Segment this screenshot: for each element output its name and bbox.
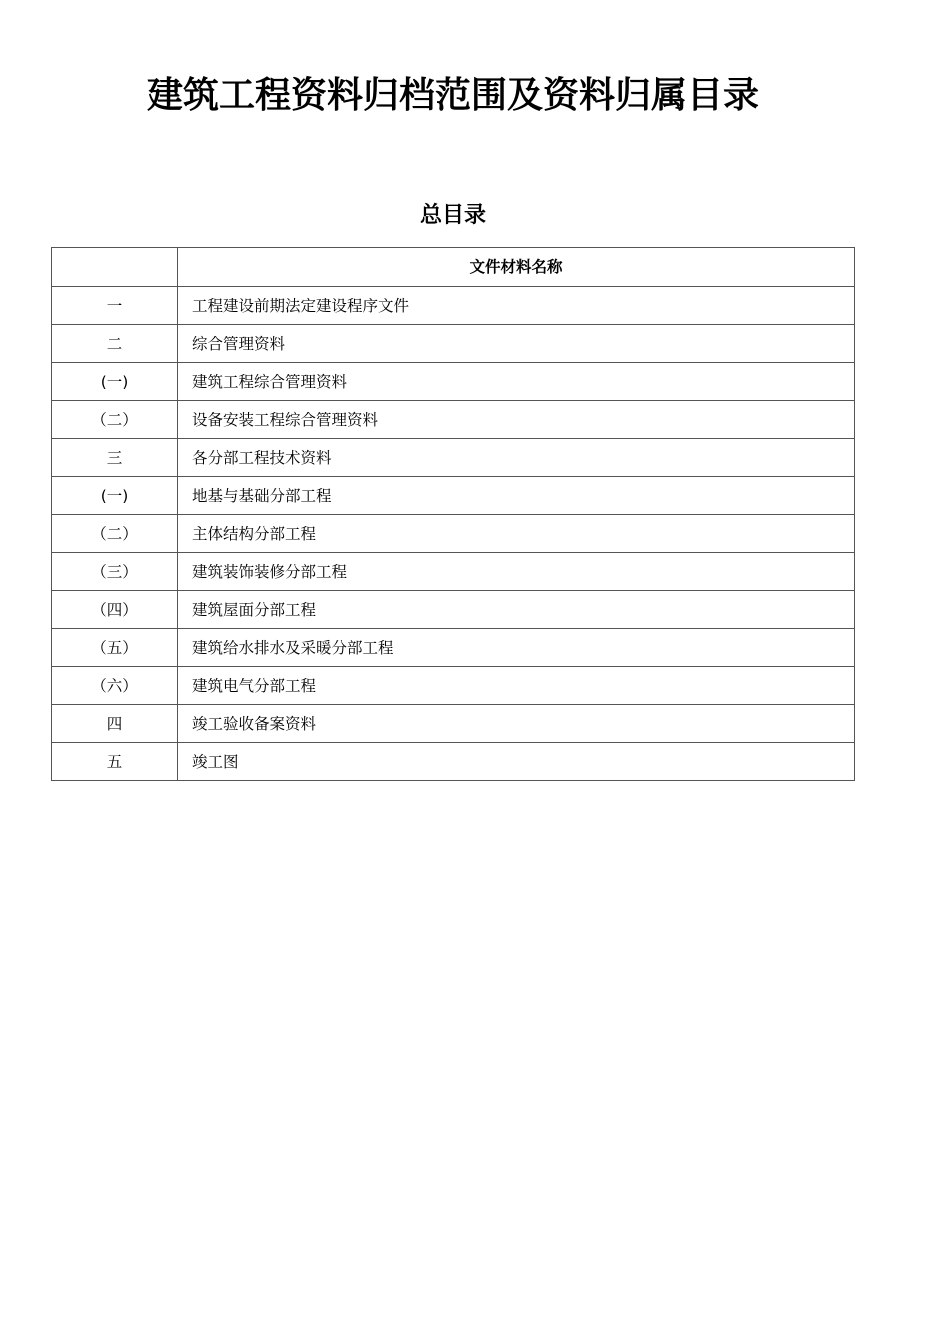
row-document-name: 建筑工程综合管理资料 [178, 363, 855, 401]
table-row [52, 439, 855, 477]
row-number: （五） [52, 629, 178, 667]
row-document-name: 主体结构分部工程 [178, 515, 855, 553]
header-number [52, 248, 178, 287]
row-number: 四 [52, 705, 178, 743]
row-document-name: 建筑屋面分部工程 [178, 591, 855, 629]
row-number: （六） [52, 667, 178, 705]
table-row [52, 363, 855, 401]
row-document-name: 设备安装工程综合管理资料 [178, 401, 855, 439]
row-document-name: 综合管理资料 [178, 325, 855, 363]
table-row [52, 667, 855, 705]
table-row [52, 705, 855, 743]
table-row [52, 629, 855, 667]
section-title: 总目录 [419, 203, 486, 228]
row-document-name: 竣工图 [178, 743, 855, 781]
row-number: 五 [52, 743, 178, 781]
row-document-name: 建筑给水排水及采暖分部工程 [178, 629, 855, 667]
row-number: （二） [52, 515, 178, 553]
table-header-row [52, 248, 855, 287]
row-number: 一 [52, 287, 178, 325]
row-document-name: 建筑装饰装修分部工程 [178, 553, 855, 591]
row-number: 二 [52, 325, 178, 363]
row-document-name: 各分部工程技术资料 [178, 439, 855, 477]
row-number: (一) [52, 477, 178, 515]
table-row [52, 553, 855, 591]
table-row [52, 401, 855, 439]
table-row [52, 743, 855, 781]
table-row [52, 477, 855, 515]
contents-table [51, 247, 855, 781]
table-row [52, 325, 855, 363]
row-number: （二） [52, 401, 178, 439]
row-document-name: 建筑电气分部工程 [178, 667, 855, 705]
row-number: （三） [52, 553, 178, 591]
row-document-name: 竣工验收备案资料 [178, 705, 855, 743]
row-number: (一) [52, 363, 178, 401]
document-title: 建筑工程资料归档范围及资料归属目录 [146, 75, 759, 116]
table-row [52, 515, 855, 553]
row-document-name: 工程建设前期法定建设程序文件 [178, 287, 855, 325]
row-document-name: 地基与基础分部工程 [178, 477, 855, 515]
table-row [52, 591, 855, 629]
row-number: （四） [52, 591, 178, 629]
header-document-name: 文件材料名称 [178, 248, 855, 287]
row-number: 三 [52, 439, 178, 477]
table-row [52, 287, 855, 325]
